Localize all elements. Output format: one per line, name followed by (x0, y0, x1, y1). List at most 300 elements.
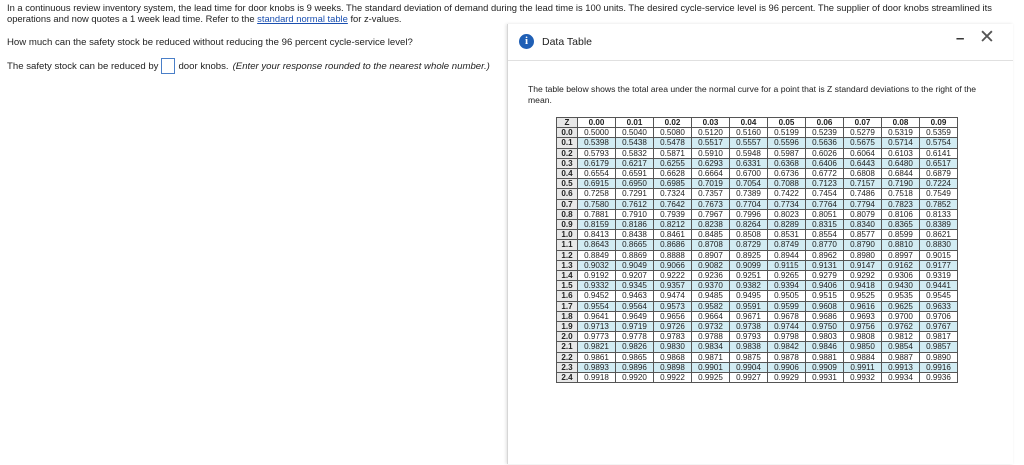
area-value-cell: 0.5557 (730, 138, 768, 148)
area-value-cell: 0.8238 (692, 220, 730, 230)
area-value-cell: 0.5199 (768, 128, 806, 138)
area-value-cell: 0.8106 (882, 209, 920, 219)
area-value-cell: 0.8749 (768, 240, 806, 250)
area-value-cell: 0.8810 (882, 240, 920, 250)
question-prompt: How much can the safety stock be reduced without reducing the 96 percent cycle-service level? (7, 37, 413, 48)
area-value-cell: 0.7881 (578, 209, 616, 219)
area-value-cell: 0.7704 (730, 199, 768, 209)
z-table-body (557, 128, 958, 383)
table-row (557, 169, 958, 179)
area-value-cell: 0.9495 (730, 291, 768, 301)
area-value-cell: 0.9066 (654, 260, 692, 270)
area-value-cell: 0.9767 (920, 322, 958, 332)
area-value-cell: 0.9505 (768, 291, 806, 301)
area-value-cell: 0.7518 (882, 189, 920, 199)
area-value-cell: 0.9115 (768, 260, 806, 270)
area-value-cell: 0.8830 (920, 240, 958, 250)
area-value-cell: 0.9693 (844, 311, 882, 321)
z-value-cell: 0.0 (557, 128, 578, 138)
area-value-cell: 0.8340 (844, 220, 882, 230)
table-row (557, 271, 958, 281)
area-value-cell: 0.9719 (616, 322, 654, 332)
table-row (557, 138, 958, 148)
z-table-header-cell: 0.06 (806, 118, 844, 128)
z-value-cell: 1.8 (557, 311, 578, 321)
area-value-cell: 0.7357 (692, 189, 730, 199)
area-value-cell: 0.7291 (616, 189, 654, 199)
area-value-cell: 0.8485 (692, 230, 730, 240)
area-value-cell: 0.7642 (654, 199, 692, 209)
area-value-cell: 0.9857 (920, 342, 958, 352)
area-value-cell: 0.5000 (578, 128, 616, 138)
z-table-header-cell: 0.09 (920, 118, 958, 128)
area-value-cell: 0.5948 (730, 148, 768, 158)
area-value-cell: 0.9332 (578, 281, 616, 291)
question-text (7, 2, 1012, 24)
area-value-cell: 0.9015 (920, 250, 958, 260)
area-value-cell: 0.7939 (654, 209, 692, 219)
area-value-cell: 0.9868 (654, 352, 692, 362)
question-line1-end: for z-values. (347, 13, 402, 24)
area-value-cell: 0.9778 (616, 332, 654, 342)
area-value-cell: 0.6331 (730, 158, 768, 168)
area-value-cell: 0.9032 (578, 260, 616, 270)
area-value-cell: 0.9850 (844, 342, 882, 352)
area-value-cell: 0.5871 (654, 148, 692, 158)
area-value-cell: 0.7580 (578, 199, 616, 209)
area-value-cell: 0.9394 (768, 281, 806, 291)
area-value-cell: 0.9878 (768, 352, 806, 362)
area-value-cell: 0.6179 (578, 158, 616, 168)
area-value-cell: 0.6064 (844, 148, 882, 158)
area-value-cell: 0.9821 (578, 342, 616, 352)
z-value-cell: 1.3 (557, 260, 578, 270)
area-value-cell: 0.9554 (578, 301, 616, 311)
area-value-cell: 0.5675 (844, 138, 882, 148)
area-value-cell: 0.8665 (616, 240, 654, 250)
area-value-cell: 0.9906 (768, 362, 806, 372)
area-value-cell: 0.9192 (578, 271, 616, 281)
area-value-cell: 0.7389 (730, 189, 768, 199)
area-value-cell: 0.8980 (844, 250, 882, 260)
table-row (557, 220, 958, 230)
table-row (557, 209, 958, 219)
area-value-cell: 0.8461 (654, 230, 692, 240)
z-value-cell: 0.5 (557, 179, 578, 189)
z-table-header-cell: 0.00 (578, 118, 616, 128)
area-value-cell: 0.5040 (616, 128, 654, 138)
area-value-cell: 0.7734 (768, 199, 806, 209)
z-table-header-cell: 0.07 (844, 118, 882, 128)
area-value-cell: 0.8925 (730, 250, 768, 260)
z-table-header-cell: 0.01 (616, 118, 654, 128)
area-value-cell: 0.9406 (806, 281, 844, 291)
area-value-cell: 0.8365 (882, 220, 920, 230)
area-value-cell: 0.8599 (882, 230, 920, 240)
z-table-header-cell: 0.04 (730, 118, 768, 128)
area-value-cell: 0.7673 (692, 199, 730, 209)
area-value-cell: 0.7123 (806, 179, 844, 189)
z-value-cell: 1.6 (557, 291, 578, 301)
area-value-cell: 0.9916 (920, 362, 958, 372)
table-row (557, 281, 958, 291)
z-value-cell: 0.2 (557, 148, 578, 158)
z-value-cell: 0.8 (557, 209, 578, 219)
table-row (557, 373, 958, 383)
area-value-cell: 0.5517 (692, 138, 730, 148)
table-row (557, 301, 958, 311)
z-value-cell: 1.9 (557, 322, 578, 332)
area-value-cell: 0.9808 (844, 332, 882, 342)
z-value-cell: 0.1 (557, 138, 578, 148)
table-row (557, 148, 958, 158)
z-value-cell: 1.4 (557, 271, 578, 281)
area-value-cell: 0.9279 (806, 271, 844, 281)
area-value-cell: 0.9525 (844, 291, 882, 301)
area-value-cell: 0.5120 (692, 128, 730, 138)
table-row (557, 158, 958, 168)
area-value-cell: 0.8438 (616, 230, 654, 240)
area-value-cell: 0.9207 (616, 271, 654, 281)
area-value-cell: 0.9803 (806, 332, 844, 342)
area-value-cell: 0.6808 (844, 169, 882, 179)
area-value-cell: 0.9773 (578, 332, 616, 342)
area-value-cell: 0.6628 (654, 169, 692, 179)
table-row (557, 250, 958, 260)
area-value-cell: 0.9591 (730, 301, 768, 311)
area-value-cell: 0.8888 (654, 250, 692, 260)
area-value-cell: 0.9798 (768, 332, 806, 342)
area-value-cell: 0.8997 (882, 250, 920, 260)
table-description: The table below shows the total area under the normal curve for a point that is Z standard deviations to the right of the mean. (528, 84, 977, 105)
area-value-cell: 0.7258 (578, 189, 616, 199)
area-value-cell: 0.9713 (578, 322, 616, 332)
area-value-cell: 0.8643 (578, 240, 616, 250)
dialog-title: Data Table (542, 36, 593, 48)
area-value-cell: 0.6026 (806, 148, 844, 158)
z-value-cell: 1.0 (557, 230, 578, 240)
area-value-cell: 0.6141 (920, 148, 958, 158)
area-value-cell: 0.9162 (882, 260, 920, 270)
area-value-cell: 0.9633 (920, 301, 958, 311)
area-value-cell: 0.9898 (654, 362, 692, 372)
area-value-cell: 0.8315 (806, 220, 844, 230)
area-value-cell: 0.8621 (920, 230, 958, 240)
area-value-cell: 0.9830 (654, 342, 692, 352)
area-value-cell: 0.9738 (730, 322, 768, 332)
area-value-cell: 0.9582 (692, 301, 730, 311)
area-value-cell: 0.8289 (768, 220, 806, 230)
area-value-cell: 0.8133 (920, 209, 958, 219)
area-value-cell: 0.9854 (882, 342, 920, 352)
z-value-cell: 0.6 (557, 189, 578, 199)
area-value-cell: 0.9918 (578, 373, 616, 383)
area-value-cell: 0.9788 (692, 332, 730, 342)
area-value-cell: 0.9641 (578, 311, 616, 321)
area-value-cell: 0.9750 (806, 322, 844, 332)
z-table (556, 117, 958, 383)
area-value-cell: 0.9936 (920, 373, 958, 383)
area-value-cell: 0.8389 (920, 220, 958, 230)
area-value-cell: 0.5239 (806, 128, 844, 138)
answer-suffix: door knobs. (178, 60, 229, 72)
area-value-cell: 0.9884 (844, 352, 882, 362)
table-row (557, 260, 958, 270)
area-value-cell: 0.9927 (730, 373, 768, 383)
area-value-cell: 0.9099 (730, 260, 768, 270)
area-value-cell: 0.8264 (730, 220, 768, 230)
area-value-cell: 0.7422 (768, 189, 806, 199)
area-value-cell: 0.9909 (806, 362, 844, 372)
area-value-cell: 0.5438 (616, 138, 654, 148)
area-value-cell: 0.9265 (768, 271, 806, 281)
area-value-cell: 0.9865 (616, 352, 654, 362)
area-value-cell: 0.7088 (768, 179, 806, 189)
area-value-cell: 0.8531 (768, 230, 806, 240)
area-value-cell: 0.8023 (768, 209, 806, 219)
table-row (557, 332, 958, 342)
area-value-cell: 0.6255 (654, 158, 692, 168)
area-value-cell: 0.8849 (578, 250, 616, 260)
area-value-cell: 0.6554 (578, 169, 616, 179)
area-value-cell: 0.7612 (616, 199, 654, 209)
area-value-cell: 0.7054 (730, 179, 768, 189)
area-value-cell: 0.8577 (844, 230, 882, 240)
table-row (557, 352, 958, 362)
area-value-cell: 0.9871 (692, 352, 730, 362)
table-row (557, 199, 958, 209)
area-value-cell: 0.9929 (768, 373, 806, 383)
area-value-cell: 0.6950 (616, 179, 654, 189)
z-column-header: Z (557, 118, 578, 128)
standard-normal-table-link[interactable]: standard normal table (257, 13, 348, 24)
area-value-cell: 0.9357 (654, 281, 692, 291)
area-value-cell: 0.5832 (616, 148, 654, 158)
area-value-cell: 0.9931 (806, 373, 844, 383)
area-value-cell: 0.6217 (616, 158, 654, 168)
area-value-cell: 0.8159 (578, 220, 616, 230)
area-value-cell: 0.9251 (730, 271, 768, 281)
area-value-cell: 0.7910 (616, 209, 654, 219)
area-value-cell: 0.8962 (806, 250, 844, 260)
area-value-cell: 0.9732 (692, 322, 730, 332)
table-row (557, 311, 958, 321)
area-value-cell: 0.8708 (692, 240, 730, 250)
area-value-cell: 0.9222 (654, 271, 692, 281)
area-value-cell: 0.9812 (882, 332, 920, 342)
answer-prefix: The safety stock can be reduced by (7, 60, 159, 72)
answer-input[interactable] (161, 58, 175, 74)
area-value-cell: 0.9893 (578, 362, 616, 372)
dialog-header (508, 24, 1013, 60)
area-value-cell: 0.8790 (844, 240, 882, 250)
area-value-cell: 0.9418 (844, 281, 882, 291)
area-value-cell: 0.9649 (616, 311, 654, 321)
area-value-cell: 0.5398 (578, 138, 616, 148)
area-value-cell: 0.9826 (616, 342, 654, 352)
area-value-cell: 0.9430 (882, 281, 920, 291)
area-value-cell: 0.6736 (768, 169, 806, 179)
area-value-cell: 0.5714 (882, 138, 920, 148)
area-value-cell: 0.8186 (616, 220, 654, 230)
area-value-cell: 0.6368 (768, 158, 806, 168)
area-value-cell: 0.7549 (920, 189, 958, 199)
z-table-header-cell: 0.03 (692, 118, 730, 128)
area-value-cell: 0.9881 (806, 352, 844, 362)
area-value-cell: 0.6664 (692, 169, 730, 179)
area-value-cell: 0.6103 (882, 148, 920, 158)
area-value-cell: 0.7157 (844, 179, 882, 189)
area-value-cell: 0.6591 (616, 169, 654, 179)
dialog-body (508, 60, 1013, 465)
z-table-header-cell: 0.08 (882, 118, 920, 128)
area-value-cell: 0.5987 (768, 148, 806, 158)
z-table-header-cell: 0.02 (654, 118, 692, 128)
area-value-cell: 0.9382 (730, 281, 768, 291)
z-value-cell: 1.1 (557, 240, 578, 250)
area-value-cell: 0.9545 (920, 291, 958, 301)
area-value-cell: 0.9932 (844, 373, 882, 383)
area-value-cell: 0.9700 (882, 311, 920, 321)
area-value-cell: 0.7823 (882, 199, 920, 209)
area-value-cell: 0.5359 (920, 128, 958, 138)
z-value-cell: 0.7 (557, 199, 578, 209)
z-value-cell: 1.5 (557, 281, 578, 291)
area-value-cell: 0.9485 (692, 291, 730, 301)
area-value-cell: 0.8508 (730, 230, 768, 240)
area-value-cell: 0.7190 (882, 179, 920, 189)
area-value-cell: 0.9887 (882, 352, 920, 362)
table-row (557, 230, 958, 240)
area-value-cell: 0.9535 (882, 291, 920, 301)
area-value-cell: 0.5279 (844, 128, 882, 138)
close-icon[interactable]: ✕ (979, 27, 995, 48)
area-value-cell: 0.9049 (616, 260, 654, 270)
area-value-cell: 0.9515 (806, 291, 844, 301)
table-row (557, 362, 958, 372)
area-value-cell: 0.9131 (806, 260, 844, 270)
area-value-cell: 0.6985 (654, 179, 692, 189)
area-value-cell: 0.6406 (806, 158, 844, 168)
table-row (557, 322, 958, 332)
area-value-cell: 0.8770 (806, 240, 844, 250)
area-value-cell: 0.9875 (730, 352, 768, 362)
area-value-cell: 0.9370 (692, 281, 730, 291)
area-value-cell: 0.9463 (616, 291, 654, 301)
area-value-cell: 0.9573 (654, 301, 692, 311)
area-value-cell: 0.9671 (730, 311, 768, 321)
area-value-cell: 0.5319 (882, 128, 920, 138)
area-value-cell: 0.9147 (844, 260, 882, 270)
z-value-cell: 2.0 (557, 332, 578, 342)
area-value-cell: 0.8051 (806, 209, 844, 219)
area-value-cell: 0.6443 (844, 158, 882, 168)
table-row (557, 291, 958, 301)
z-value-cell: 2.1 (557, 342, 578, 352)
area-value-cell: 0.9599 (768, 301, 806, 311)
z-value-cell: 1.2 (557, 250, 578, 260)
minimize-button[interactable]: – (956, 30, 965, 47)
area-value-cell: 0.9817 (920, 332, 958, 342)
area-value-cell: 0.9678 (768, 311, 806, 321)
area-value-cell: 0.6480 (882, 158, 920, 168)
area-value-cell: 0.9901 (692, 362, 730, 372)
area-value-cell: 0.9911 (844, 362, 882, 372)
table-row (557, 128, 958, 138)
area-value-cell: 0.7454 (806, 189, 844, 199)
area-value-cell: 0.5478 (654, 138, 692, 148)
area-value-cell: 0.7224 (920, 179, 958, 189)
area-value-cell: 0.9756 (844, 322, 882, 332)
area-value-cell: 0.9345 (616, 281, 654, 291)
area-value-cell: 0.5160 (730, 128, 768, 138)
z-value-cell: 2.2 (557, 352, 578, 362)
area-value-cell: 0.8413 (578, 230, 616, 240)
area-value-cell: 0.9319 (920, 271, 958, 281)
table-row (557, 240, 958, 250)
z-table-header-cell: 0.05 (768, 118, 806, 128)
area-value-cell: 0.9306 (882, 271, 920, 281)
area-value-cell: 0.9625 (882, 301, 920, 311)
z-value-cell: 1.7 (557, 301, 578, 311)
z-value-cell: 0.4 (557, 169, 578, 179)
area-value-cell: 0.9846 (806, 342, 844, 352)
area-value-cell: 0.8686 (654, 240, 692, 250)
area-value-cell: 0.6517 (920, 158, 958, 168)
area-value-cell: 0.9441 (920, 281, 958, 291)
area-value-cell: 0.8869 (616, 250, 654, 260)
area-value-cell: 0.5080 (654, 128, 692, 138)
area-value-cell: 0.9913 (882, 362, 920, 372)
area-value-cell: 0.7852 (920, 199, 958, 209)
area-value-cell: 0.7996 (730, 209, 768, 219)
area-value-cell: 0.6915 (578, 179, 616, 189)
area-value-cell: 0.9656 (654, 311, 692, 321)
area-value-cell: 0.9292 (844, 271, 882, 281)
area-value-cell: 0.7794 (844, 199, 882, 209)
area-value-cell: 0.9474 (654, 291, 692, 301)
z-value-cell: 2.3 (557, 362, 578, 372)
table-row (557, 179, 958, 189)
area-value-cell: 0.8729 (730, 240, 768, 250)
area-value-cell: 0.5910 (692, 148, 730, 158)
z-table-header-row (557, 118, 958, 128)
answer-row (7, 58, 490, 74)
area-value-cell: 0.9925 (692, 373, 730, 383)
area-value-cell: 0.8907 (692, 250, 730, 260)
area-value-cell: 0.9452 (578, 291, 616, 301)
table-row (557, 342, 958, 352)
area-value-cell: 0.5596 (768, 138, 806, 148)
area-value-cell: 0.9616 (844, 301, 882, 311)
area-value-cell: 0.9082 (692, 260, 730, 270)
area-value-cell: 0.5636 (806, 138, 844, 148)
area-value-cell: 0.9793 (730, 332, 768, 342)
area-value-cell: 0.6879 (920, 169, 958, 179)
area-value-cell: 0.6293 (692, 158, 730, 168)
area-value-cell: 0.9922 (654, 373, 692, 383)
z-value-cell: 0.9 (557, 220, 578, 230)
area-value-cell: 0.9838 (730, 342, 768, 352)
area-value-cell: 0.8554 (806, 230, 844, 240)
area-value-cell: 0.9934 (882, 373, 920, 383)
area-value-cell: 0.9177 (920, 260, 958, 270)
area-value-cell: 0.9706 (920, 311, 958, 321)
area-value-cell: 0.6844 (882, 169, 920, 179)
question-line1: In a continuous review inventory system, the lead time for door knobs is 9 weeks. The standard deviation of demand during the lead time is 100 units. The desired cycle-service level is 96 percent. The supplier of door knobs streamlined its operations and now quotes a 1 week lead time. Refer to the (7, 2, 992, 24)
z-value-cell: 2.4 (557, 373, 578, 383)
area-value-cell: 0.8944 (768, 250, 806, 260)
